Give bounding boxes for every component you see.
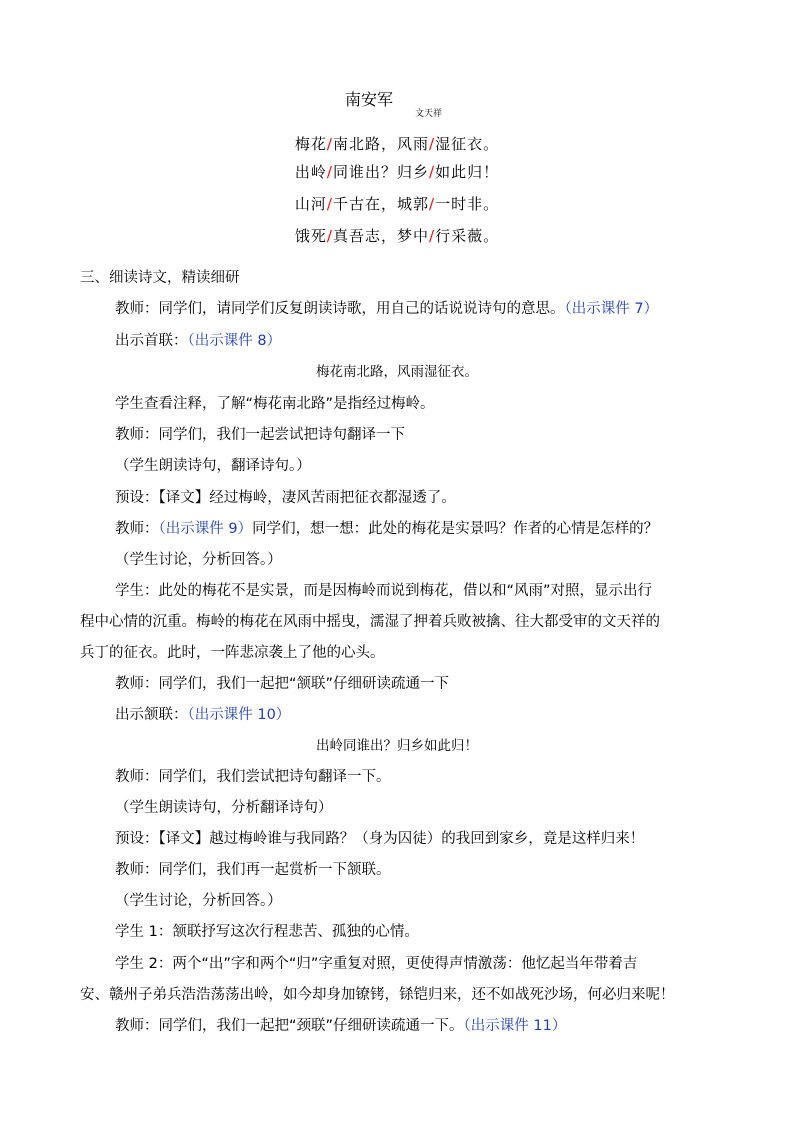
poem-line-3: 山河/千古在，城郭/一时非。 (294, 195, 500, 213)
paragraph-line: 学生查看注释，了解“梅花南北路”是指经过梅岭。 (115, 396, 435, 412)
paragraph-line: 教师：同学们，我们一起把“颈联”仔细研读疏通一下。（出示课件 11） (115, 1018, 567, 1034)
paragraph-line: 教师：同学们，我们一起把“颔联”仔细研读疏通一下 (115, 676, 450, 692)
poem-line-1: 梅花/南北路，风雨/湿征衣。 (294, 135, 500, 153)
paragraph-line: 教师：同学们，我们一起尝试把诗句翻译一下 (115, 427, 405, 443)
paragraph-line: 兵丁的征衣。此时，一阵悲凉袭上了他的心头。 (80, 645, 385, 661)
poem-line-4: 饿死/真吾志，梦中/行采薇。 (294, 227, 500, 245)
paragraph-line: 预设：【译文】越过梅岭谁与我同路？（身为囚徒）的我回到家乡，竟是这样归来！ (115, 831, 645, 847)
paragraph-line: 学生：此处的梅花不是实景，而是因梅岭而说到梅花，借以和“风雨”对照，显示出行 (115, 583, 653, 599)
paragraph-line: 学生 1：颔联抒写这次行程悲苦、孤独的心情。 (115, 924, 419, 940)
paragraph-line: （学生讨论，分析回答。） (115, 893, 282, 909)
section-heading: 三、细读诗文，精读细研 (80, 270, 240, 286)
paragraph-line: 出示首联：（出示课件 8） (115, 333, 282, 349)
paragraph-line: 预设：【译文】经过梅岭，凄风苦雨把征衣都湿透了。 (115, 490, 456, 506)
poem-author: 文天祥 (415, 109, 443, 119)
paragraph-line: 教师：（出示课件 9）同学们，想一想：此处的梅花是实景吗？作者的心情是怎样的？ (115, 521, 659, 537)
paragraph-line: 出示颔联：（出示课件 10） (115, 707, 291, 723)
poem-title: 南安军 (344, 90, 393, 109)
paragraph-line: 教师：同学们，我们再一起赏析一下颔联。 (115, 862, 391, 878)
paragraph-line: 学生 2：两个“出”字和两个“归”字重复对照，更使得声情激荡：他忆起当年带着吉 (115, 956, 638, 972)
paragraph-line: 程中心情的沉重。梅岭的梅花在风雨中摇曳，濡湿了押着兵败被擒、往大都受审的文天祥的 (80, 614, 660, 630)
paragraph-line: （学生讨论，分析回答。） (115, 552, 282, 568)
poem-line-2: 出岭/同谁出？归乡/如此归！ (294, 163, 500, 181)
quoted-verse: 出岭同谁出？归乡如此归！ (316, 738, 478, 754)
quoted-verse: 梅花南北路，风雨湿征衣。 (316, 364, 478, 380)
paragraph-line: （学生朗读诗句，分析翻译诗句） (115, 800, 333, 816)
paragraph-line: 教师：同学们，我们尝试把诗句翻译一下。 (115, 769, 391, 785)
paragraph-line: 教师：同学们，请同学们反复朗读诗歌，用自己的话说说诗句的意思。（出示课件 7） (115, 301, 659, 317)
paragraph-line: （学生朗读诗句，翻译诗句。） (115, 458, 311, 474)
paragraph-line: 安、赣州子弟兵浩浩荡荡出岭，如今却身加镣铐，铩铠归来，还不如战死沙场，何必归来呢！ (80, 987, 675, 1003)
